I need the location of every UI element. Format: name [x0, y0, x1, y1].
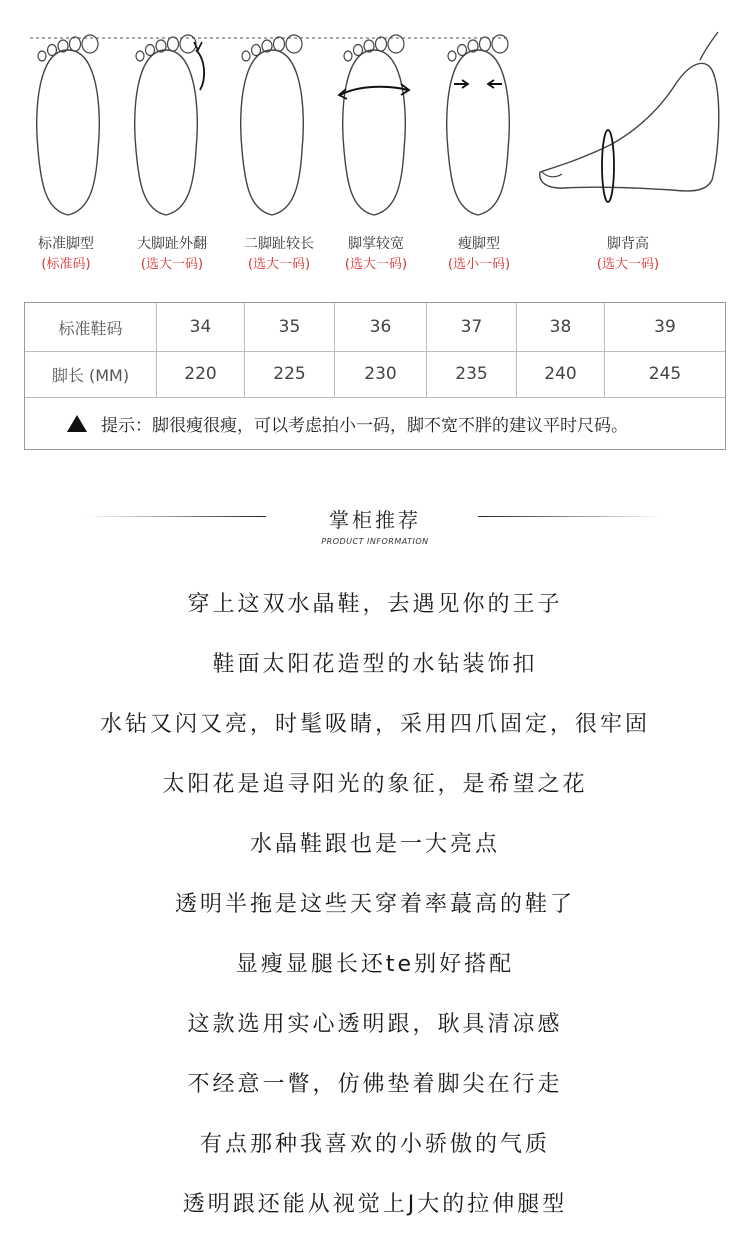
foot-type-name: 二脚趾较长 [244, 236, 314, 252]
size-cell: 34 [157, 303, 245, 351]
foot-type-advice: (选大一码) [140, 257, 204, 272]
foot-type-advice: (选大一码) [344, 257, 408, 272]
foot-type-name: 脚掌较宽 [348, 236, 404, 252]
foot-standard-illustration [37, 35, 100, 215]
size-tip-text: 提示：脚很瘦很瘦，可以考虑拍小一码，脚不宽不胖的建议平时尺码。 [101, 415, 628, 436]
foot-slim-illustration [447, 35, 510, 215]
foot-type-name: 标准脚型 [38, 236, 94, 252]
foot-type-advice: (选小一码) [447, 257, 511, 272]
size-row-header: 标准鞋码 [25, 303, 157, 351]
foot-type-advice: (选大一码) [596, 257, 660, 272]
length-cell: 230 [335, 351, 427, 397]
recommend-header [0, 500, 750, 560]
copy-line: 穿上这双水晶鞋，去遇见你的王子 [187, 592, 563, 617]
copy-line: 太阳花是追寻阳光的象征，是希望之花 [162, 772, 588, 797]
copy-line: 水晶鞋跟也是一大亮点 [249, 832, 500, 857]
copy-line: 这款选用实心透明跟，耿具清凉感 [187, 1012, 563, 1037]
copy-line: 透明半拖是这些天穿着率蕞高的鞋了 [174, 892, 575, 917]
table-row-sizes [25, 303, 725, 352]
length-cell: 220 [157, 351, 245, 397]
foot-long-second-toe-illustration [241, 35, 304, 215]
size-tip [25, 397, 725, 449]
length-cell: 240 [517, 351, 605, 397]
foot-types-section [0, 0, 750, 290]
foot-type-advice: (选大一码) [247, 257, 311, 272]
size-cell: 38 [517, 303, 605, 351]
length-cell: 225 [245, 351, 335, 397]
foot-type-name: 脚背高 [607, 236, 649, 252]
length-cell: 245 [648, 364, 682, 384]
foot-high-instep-illustration [540, 32, 719, 202]
copy-line: 水钻又闪又亮，时髦吸睛，采用四爪固定，很牢固 [99, 712, 650, 737]
foot-type-name: 大脚趾外翻 [137, 236, 207, 252]
foot-type-name: 瘦脚型 [458, 236, 500, 252]
copy-line: 透明跟还能从视觉上J大的拉伸腿型 [182, 1192, 568, 1217]
copy-line: 显瘦显腿长还te别好搭配 [235, 952, 515, 977]
length-row-header: 脚长 (MM) [25, 351, 157, 397]
copy-line: 鞋面太阳花造型的水钻装饰扣 [212, 652, 538, 677]
foot-type-advice: (标准码) [41, 257, 91, 272]
size-cell: 36 [335, 303, 427, 351]
length-cell: 235 [427, 351, 517, 397]
divider-right [478, 516, 664, 517]
recommend-subtitle: PRODUCT INFORMATION [321, 537, 429, 546]
warning-triangle-icon [67, 415, 87, 432]
foot-wide-illustration [339, 35, 409, 215]
recommend-title: 掌柜推荐 [329, 508, 421, 532]
foot-illustrations [0, 0, 750, 230]
copy-line: 不经意一瞥，仿佛垫着脚尖在行走 [187, 1072, 563, 1097]
foot-bunion-illustration [135, 35, 204, 215]
size-chart-table [24, 302, 726, 450]
size-cell: 39 [654, 317, 676, 337]
copy-line: 有点那种我喜欢的小骄傲的气质 [199, 1132, 550, 1157]
table-row-lengths [25, 351, 725, 398]
size-cell: 35 [245, 303, 335, 351]
size-cell: 37 [427, 303, 517, 351]
